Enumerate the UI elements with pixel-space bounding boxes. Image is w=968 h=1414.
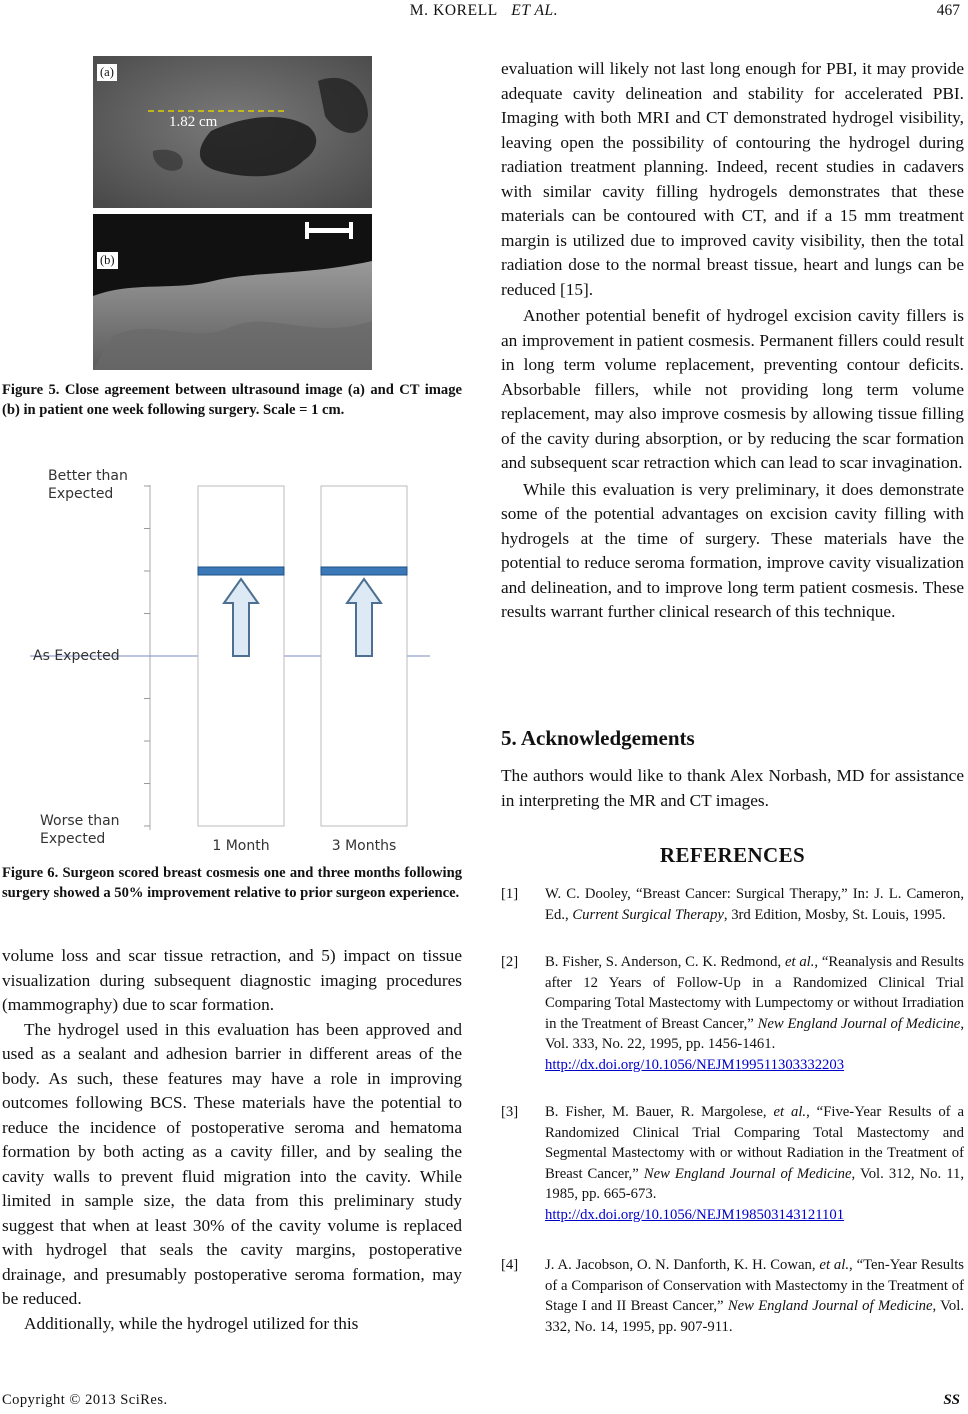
panel-a-label: (a) (97, 64, 117, 81)
acknowledgements (501, 764, 964, 813)
left-body (2, 944, 462, 1336)
figure-6-caption: Figure 6. Surgeon scored breast cosmesis one and three months following surgery showed a 50% improvement relative to prior surgeon experience. (2, 865, 462, 901)
acknowledgements-text: The authors would like to thank Alex Norbash, MD for assistance in interpreting the MR and CT images. (501, 766, 964, 810)
page-number: 467 (936, 2, 960, 19)
right-paragraph-1: evaluation will likely not last long enough for PBI, it may provide adequate cavity delineation and stability for accelerated PBI. Imaging with both MRI and CT demonstrated hydrogel visibility, leaving open the possibility of contouring the hydrogel during radiation treatment planning. Indeed, recent studies in cadavers with similar cavity filling hydrogels demonstrates that these materials can be contoured with CT, and if a 15 mm treatment margin is utilized due to improved cavity visibility, then the total radiation dose to the normal breast tissue, heart and lungs can be reduced [15]. (501, 59, 964, 299)
reference-3: [3] B. Fisher, M. Bauer, R. Margolese, et al., “Five-Year Results of a Randomized Clinical Trial Comparing Total Mastectomy and Segmental Mastectomy with or without Radiation in the Treatment of Breast Cancer,” New England Journal of Medicine, Vol. 312, No. 11, 1985, pp. 665-673. http://dx.doi.org/10.1056/NEJM198503143121101 (501, 1104, 965, 1223)
reference-2-link[interactable]: http://dx.doi.org/10.1056/NEJM199511303332203 (545, 1056, 845, 1073)
y-label-bottom-1: Worse than (40, 813, 120, 829)
running-header (0, 2, 968, 22)
right-paragraph-2: Another potential benefit of hydrogel excision cavity fillers is an improvement in patient cosmesis. Permanent fillers could result in long term volume replacement, preventing contour deficits. Absorbable fillers, while not providing long term volume replacement, may also improve cosmesis by allowing tissue filling of the cavity during absorption, or by reducing the scar formation and subsequent scar retraction which can lead to scar invagination. (501, 306, 964, 472)
copyright: Copyright © 2013 SciRes. (2, 1392, 168, 1408)
y-label-top-1: Better than (48, 468, 128, 484)
y-label-middle: As Expected (33, 648, 120, 664)
left-paragraph-2: The hydrogel used in this evaluation has been approved and used as a sealant and adhesion barrier in different areas of the body. As such, these features may have a role in improving outcomes following BCS. These materials have the potential to reduce the incidence of postoperative seroma and hematoma formation by both acting as a cavity filler, and by sealing the cavity walls to prevent fluid migration into the cavity. While limited in sample size, the data from this preliminary study suggest that when at least 30% of the cavity volume is replaced with hydrogel that seals the cavity margins, postoperative drainage, and presumably postoperative seroma formation, may be reduced. (2, 1019, 462, 1308)
category-label: 3 Months (331, 838, 397, 854)
figure-5-image (93, 56, 372, 370)
figure-6-chart (30, 460, 440, 860)
right-paragraph-3: While this evaluation is very preliminary, it does demonstrate some of the potential advantages on excision cavity filling with hydrogels at the time of surgery. These materials have the potential to reduce seroma formation, improve cavity visualization and delineation, and to improve long term patient cosmesis. These results warrant further clinical research of this technique. (501, 479, 964, 621)
y-label-top-2: Expected (48, 486, 114, 502)
journal-abbrev: SS (943, 1392, 960, 1408)
references-heading: REFERENCES (659, 843, 806, 867)
reference-2: [2] B. Fisher, S. Anderson, C. K. Redmond, et al., “Reanalysis and Results after 12 Years of Follow-Up in a Randomized Clinical Trial Comparing Total Mastectomy with Lumpectomy or without Irradiation in the Treatment of Breast Cancer,” New England Journal of Medicine, Vol. 333, No. 22, 1995, pp. 1456-1461. http://dx.doi.org/10.1056/NEJM199511303332203 (501, 954, 964, 1073)
figure-5-graphic (93, 56, 372, 370)
reference-3-link[interactable]: http://dx.doi.org/10.1056/NEJM198503143121101 (545, 1206, 845, 1223)
left-paragraph-3: Additionally, while the hydrogel utilized for this (24, 1313, 359, 1333)
panel-b-label: (b) (97, 252, 118, 269)
score-bar (198, 567, 284, 575)
left-paragraph-1: volume loss and scar tissue retraction, and 5) impact on tissue visualization during subsequent diagnostic imaging procedures (mammography) due to scar formation. (2, 946, 462, 1014)
figure-5-caption: Figure 5. Close agreement between ultrasound image (a) and CT image (b) in patient one week following surgery. Scale = 1 cm. (2, 382, 462, 418)
measurement-label: 1.82 cm (169, 114, 218, 130)
score-bar (321, 567, 407, 575)
running-head: M. KORELL ET AL. (409, 2, 559, 19)
right-body (501, 57, 964, 625)
category-label: 1 Month (212, 838, 270, 854)
reference-1: [1] W. C. Dooley, “Breast Cancer: Surgical Therapy,” In: J. L. Cameron, Ed., Current Surgical Therapy, 3rd Edition, Mosby, St. Louis, 1995. (501, 886, 964, 923)
y-label-bottom-2: Expected (40, 831, 106, 847)
reference-4: [4] J. A. Jacobson, O. N. Danforth, K. H. Cowan, et al., “Ten-Year Results of a Comparison of Conservation with Mastectomy in the Treatment of Stage I and II Breast Cancer,” New England Journal of Medicine, Vol. 332, No. 14, 1995, pp. 907-911. (501, 1257, 964, 1335)
acknowledgements-heading: 5. Acknowledgements (501, 726, 695, 750)
